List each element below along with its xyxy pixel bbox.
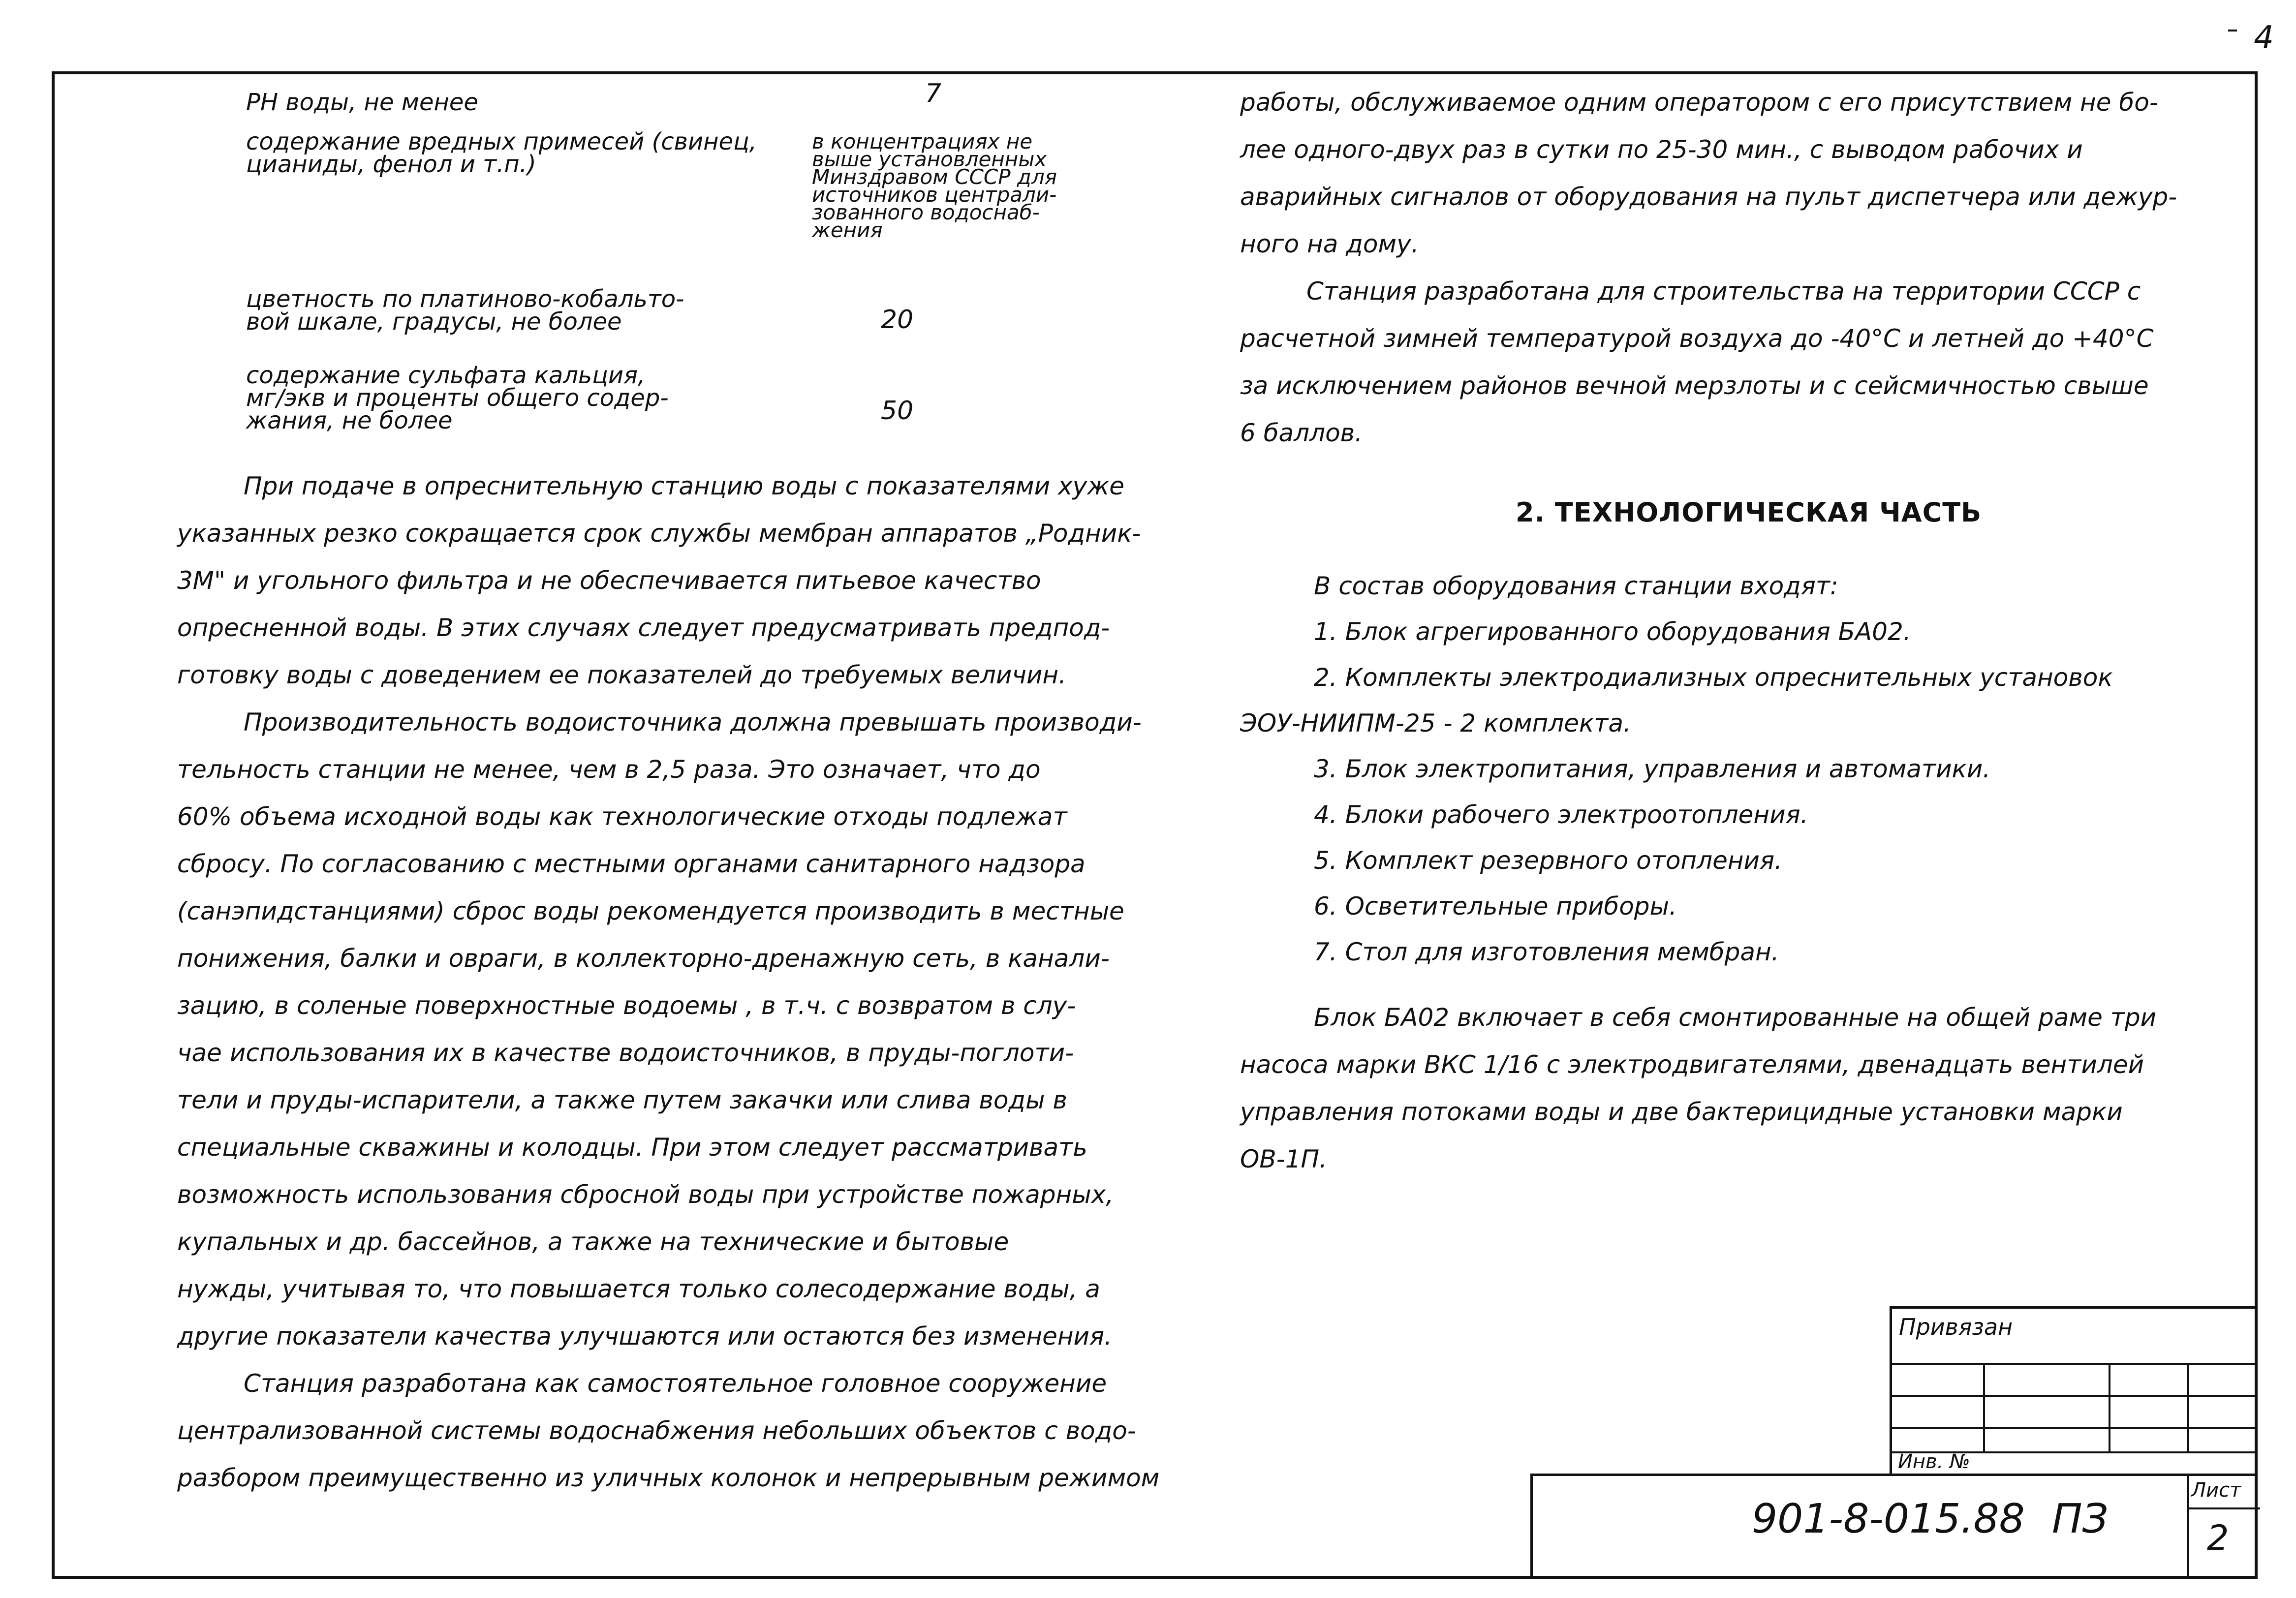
- text-line: тели и пруды-испарители, а также путем закачки или слива воды в: [177, 1086, 1067, 1114]
- title-block: [1530, 1474, 2258, 1579]
- attachment-stamp: [1890, 1306, 2258, 1476]
- table-row-value: [812, 129, 1057, 242]
- table-label: вой шкале, градусы, не более: [246, 308, 622, 336]
- stamp-line: [1892, 1363, 2255, 1365]
- text-line: Станция разработана как самостоятельное головное сооружение: [244, 1369, 1107, 1398]
- stamp-line: [2187, 1476, 2189, 1576]
- text-line: 6 баллов.: [1240, 419, 1363, 447]
- text-line: лее одного-двух раз в сутки по 25-30 мин., с выводом рабочих и: [1240, 135, 2083, 164]
- table-value: 20: [881, 305, 914, 335]
- table-row: [246, 91, 478, 114]
- text-line: (санэпидстанциями) сброс воды рекомендуется производить в местные: [177, 897, 1124, 925]
- table-row: [246, 130, 757, 176]
- left-column-text: [177, 462, 1159, 1502]
- table-value: Минздравом СССР для: [812, 165, 1057, 189]
- right-column-text-bottom: [1240, 994, 2156, 1183]
- corner-mark: [2228, 30, 2237, 31]
- table-value: выше установленных: [812, 147, 1047, 171]
- text-line: насоса марки ВКС 1/16 с электродвигателями, двенадцать вентилей: [1240, 1050, 2144, 1079]
- table-row: [246, 285, 684, 336]
- text-line: указанных резко сокращается срок службы мембран аппаратов „Родник-: [177, 519, 1141, 548]
- sheet-number: 2: [2207, 1518, 2229, 1558]
- list-item: 7. Стол для изготовления мембран.: [1314, 938, 1779, 966]
- list-item: 4. Блоки рабочего электроотопления.: [1314, 800, 1808, 829]
- text-line: специальные скважины и колодцы. При этом следует рассматривать: [177, 1133, 1087, 1162]
- table-value: жения: [812, 218, 883, 242]
- table-label: РН воды, не менее: [246, 89, 478, 116]
- stamp-line: [1892, 1427, 2255, 1429]
- text-line: чае использования их в качестве водоисточников, в пруды-поглоти-: [177, 1039, 1074, 1067]
- table-label: содержание сульфата кальция,: [246, 362, 646, 389]
- text-line: разбором преимущественно из уличных колонок и непрерывным режимом: [177, 1464, 1160, 1492]
- text-line: купальных и др. бассейнов, а также на технические и бытовые: [177, 1228, 1009, 1256]
- text-line: другие показатели качества улучшаются или остаются без изменения.: [177, 1322, 1113, 1351]
- section-heading: 2. ТЕХНОЛОГИЧЕСКАЯ ЧАСТЬ: [1516, 497, 1982, 528]
- text-line: аварийных сигналов от оборудования на пульт диспетчера или дежур-: [1240, 183, 2177, 211]
- table-value: зованного водоснаб-: [812, 200, 1040, 224]
- stamp-line: [1892, 1395, 2255, 1397]
- text-line: возможность использования сбросной воды при устройстве пожарных,: [177, 1180, 1114, 1209]
- table-label: содержание вредных примесей (свинец,: [246, 128, 757, 155]
- text-line: ОВ-1П.: [1240, 1145, 1328, 1173]
- text-line: работы, обслуживаемое одним оператором с его присутствием не бо-: [1240, 88, 2158, 117]
- list-item: 2. Комплекты электродиализных опреснительных установок: [1314, 663, 2113, 692]
- page-corner-number: 4: [2254, 20, 2274, 56]
- table-value: 7: [925, 79, 942, 108]
- text-line: Производительность водоисточника должна превышать производи-: [244, 708, 1142, 737]
- text-line: тельность станции не менее, чем в 2,5 раза. Это означает, что до: [177, 755, 1041, 784]
- list-item: В состав оборудования станции входят:: [1314, 572, 1838, 600]
- text-line: При подаче в опреснительную станцию воды с показателями хуже: [244, 472, 1125, 500]
- table-label: цианиды, фенол и т.п.): [246, 151, 536, 178]
- text-line: 60% объема исходной воды как технологические отходы подлежат: [177, 802, 1067, 831]
- text-line: Блок БА02 включает в себя смонтированные на общей раме три: [1314, 1003, 2157, 1032]
- table-row: [246, 364, 669, 432]
- text-line: за исключением районов вечной мерзлоты и с сейсмичностью свыше: [1240, 371, 2149, 400]
- stamp-line: [2109, 1363, 2110, 1451]
- table-value: 50: [881, 396, 914, 426]
- text-line: расчетной зимней температурой воздуха до -40°С и летней до +40°С: [1240, 324, 2154, 353]
- stamp-line: [2187, 1363, 2189, 1451]
- text-line: зацию, в соленые поверхностные водоемы , в т.ч. с возвратом в слу-: [177, 991, 1076, 1020]
- sheet-label: Лист: [2191, 1479, 2241, 1502]
- list-item: 1. Блок агрегированного оборудования БА02.: [1314, 617, 1911, 646]
- text-line: нужды, учитывая то, что повышается только солесодержание воды, а: [177, 1275, 1100, 1303]
- text-line: 3М" и угольного фильтра и не обеспечивается питьевое качество: [177, 566, 1041, 595]
- text-line: централизованной системы водоснабжения небольших объектов с водо-: [177, 1416, 1136, 1445]
- list-item: ЭОУ-НИИПМ-25 - 2 комплекта.: [1240, 709, 1631, 738]
- stamp-line: [2187, 1507, 2260, 1509]
- text-line: готовку воды с доведением ее показателей до требуемых величин.: [177, 661, 1067, 689]
- text-line: Станция разработана для строительства на территории СССР с: [1306, 277, 2141, 306]
- privyazan-label: Привязан: [1899, 1314, 2013, 1340]
- table-value: в концентрациях не: [812, 129, 1033, 154]
- table-label: мг/экв и проценты общего содер-: [246, 384, 669, 412]
- stamp-line: [1983, 1363, 1985, 1451]
- list-item: 5. Комплект резервного отопления.: [1314, 846, 1783, 875]
- text-line: сбросу. По согласованию с местными органами санитарного надзора: [177, 850, 1086, 878]
- text-line: управления потоками воды и две бактерицидные установки марки: [1240, 1098, 2123, 1126]
- list-item: 6. Осветительные приборы.: [1314, 892, 1677, 921]
- text-line: понижения, балки и овраги, в коллекторно-дренажную сеть, в канали-: [177, 944, 1110, 973]
- inventory-number-label: Инв. №: [1898, 1450, 1970, 1473]
- list-item: 3. Блок электропитания, управления и автоматики.: [1314, 755, 1991, 783]
- document-number: 901-8-015.88: [1752, 1496, 2025, 1542]
- right-column-text-top: [1240, 79, 2177, 457]
- text-line: ного на дому.: [1240, 230, 1419, 258]
- document-code: ПЗ: [2052, 1496, 2109, 1542]
- table-label: жания, не более: [246, 407, 453, 434]
- text-line: опресненной воды. В этих случаях следует предусматривать предпод-: [177, 614, 1110, 642]
- table-label: цветность по платиново-кобальто-: [246, 285, 684, 313]
- table-value: источников централи-: [812, 183, 1057, 207]
- equipment-list: [1240, 563, 2113, 975]
